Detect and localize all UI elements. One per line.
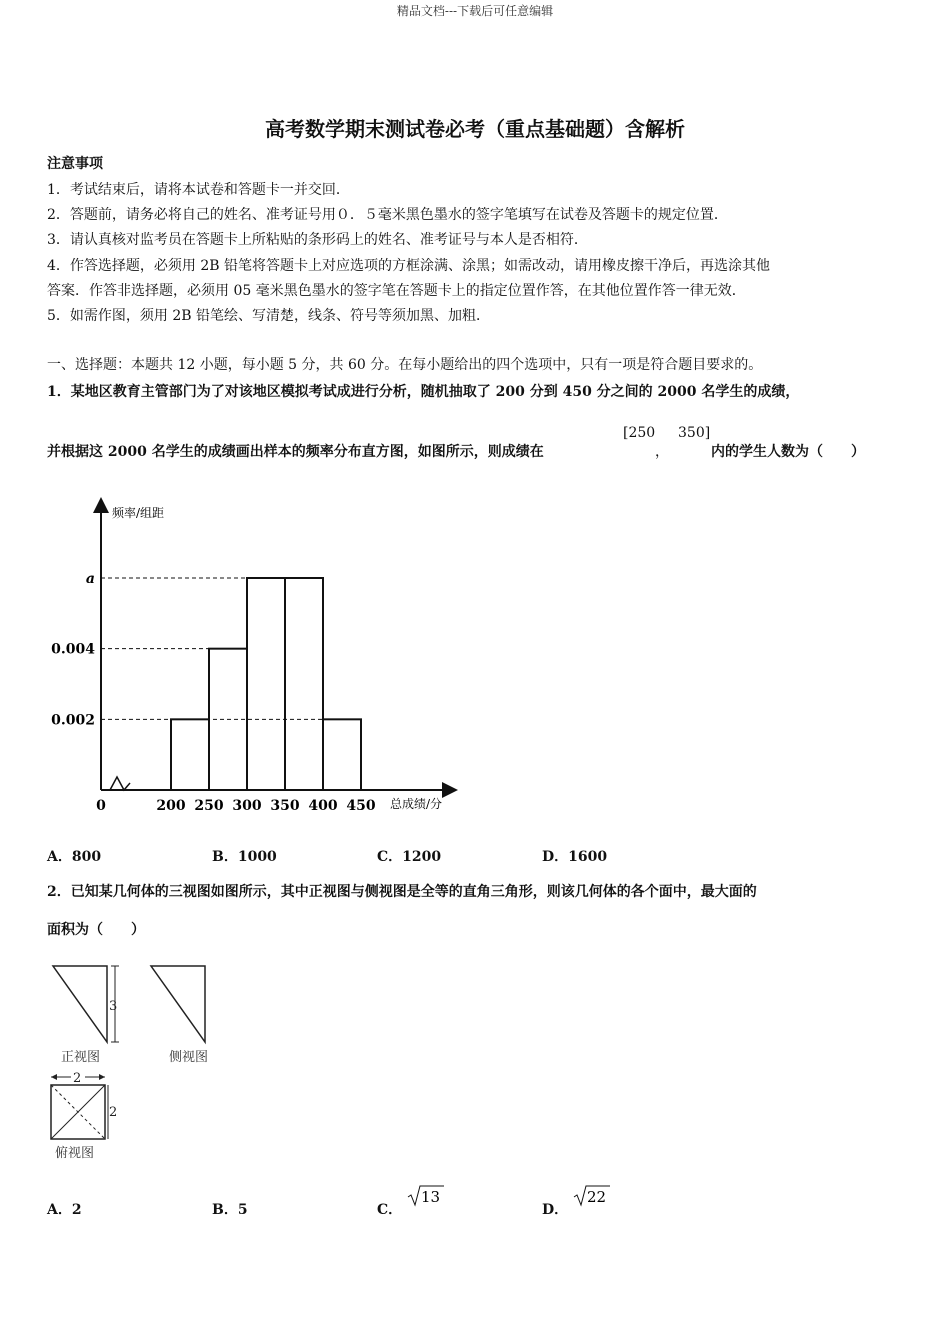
interval-comma: ， xyxy=(655,444,669,460)
q1-option-c[interactable]: C．1200 xyxy=(377,849,442,865)
q1-option-d[interactable]: D．1600 xyxy=(542,849,608,865)
q1-option-b[interactable]: B．1000 xyxy=(212,849,277,865)
q1-line1: 1．某地区教育主管部门为了对该地区模拟考试成进行分析，随机抽取了 200 分到 450 分之间的 2000 名学生的成绩， xyxy=(47,384,800,400)
note-item: 4．作答选择题，必须用 2B 铅笔将答题卡上对应选项的方框涂满、涂黑；如需改动，请用橡皮擦干净后，再选涂其他 xyxy=(47,258,770,274)
histogram-bar xyxy=(323,719,361,790)
q2-line1: 2．已知某几何体的三视图如图所示，其中正视图与侧视图是全等的直角三角形，则该几何体的各个面中，最大面的 xyxy=(47,884,757,900)
q2-option-d[interactable]: D． xyxy=(542,1202,569,1218)
x-tick-label: 300 xyxy=(232,798,262,814)
svg-text:13: 13 xyxy=(421,1188,441,1206)
histogram-bar xyxy=(285,578,323,790)
note-item: 3．请认真核对监考员在答题卡上所粘贴的条形码上的姓名、准考证号与本人是否相符． xyxy=(47,232,588,248)
y-axis-label: 频率/组距 xyxy=(112,506,165,520)
interval-left: [250 xyxy=(623,425,656,441)
x-tick-label: 0 xyxy=(96,798,106,814)
three-views-figure xyxy=(45,960,245,1165)
sqrt-13 xyxy=(406,1183,446,1209)
q2-option-b[interactable]: B．5 xyxy=(212,1202,248,1218)
top-view xyxy=(51,1070,117,1161)
histogram-bar xyxy=(247,578,285,790)
notes-heading: 注意事项 xyxy=(47,156,103,172)
axis-break-mark xyxy=(110,777,130,790)
dim-height: 3 xyxy=(109,999,118,1014)
page-title: 高考数学期末测试卷必考（重点基础题）含解析 xyxy=(265,117,685,141)
front-view xyxy=(53,966,119,1065)
x-tick-label: 450 xyxy=(346,798,376,814)
x-axis-label: 总成绩/分 xyxy=(390,797,443,811)
note-item: 答案．作答非选择题，必须用 05 毫米黑色墨水的签字笔在答题卡上的指定位置作答，在其他位置作答一律无效． xyxy=(47,283,746,299)
q1-line2b: 内的学生人数为（ ） xyxy=(711,444,865,460)
svg-text:22: 22 xyxy=(587,1188,607,1206)
x-tick-label: 250 xyxy=(194,798,224,814)
note-item: 1．考试结束后，请将本试卷和答题卡一并交回． xyxy=(47,182,350,198)
q1-option-a[interactable]: A．800 xyxy=(47,849,102,865)
interval-right: 350] xyxy=(678,425,711,441)
sqrt-22 xyxy=(572,1183,612,1209)
q2-line2: 面积为（ ） xyxy=(47,922,145,938)
y-tick-label: a xyxy=(85,571,95,587)
front-view-label: 正视图 xyxy=(61,1050,101,1065)
note-item: 5．如需作图，须用 2B 铅笔绘、写清楚，线条、符号等须加黑、加粗． xyxy=(47,308,491,324)
q2-option-a[interactable]: A．2 xyxy=(47,1202,82,1218)
page-header: 精品文档---下载后可任意编辑 xyxy=(396,4,554,18)
dim-width: 2 xyxy=(73,1071,82,1086)
y-tick-label: 0.002 xyxy=(51,712,95,729)
x-tick-label: 350 xyxy=(270,798,300,814)
y-tick-label: 0.004 xyxy=(51,641,95,658)
dim-depth: 2 xyxy=(109,1105,118,1120)
histogram-chart xyxy=(40,495,470,825)
side-view-label: 侧视图 xyxy=(169,1050,209,1065)
section-heading: 一、选择题：本题共 12 小题，每小题 5 分，共 60 分。在每小题给出的四个选项中，只有一项是符合题目要求的。 xyxy=(47,357,763,373)
x-tick-label: 200 xyxy=(156,798,186,814)
note-item: 2．答题前，请务必将自己的姓名、准考证号用０．５毫米黑色墨水的签字笔填写在试卷及答题卡的规定位置． xyxy=(47,207,728,223)
top-view-label: 俯视图 xyxy=(55,1146,95,1161)
q2-option-c[interactable]: C． xyxy=(377,1202,403,1218)
histogram-bar xyxy=(171,719,209,790)
side-view xyxy=(151,966,208,1065)
q1-line2a: 并根据这 2000 名学生的成绩画出样本的频率分布直方图，如图所示，则成绩在 xyxy=(47,444,544,460)
x-tick-label: 400 xyxy=(308,798,338,814)
